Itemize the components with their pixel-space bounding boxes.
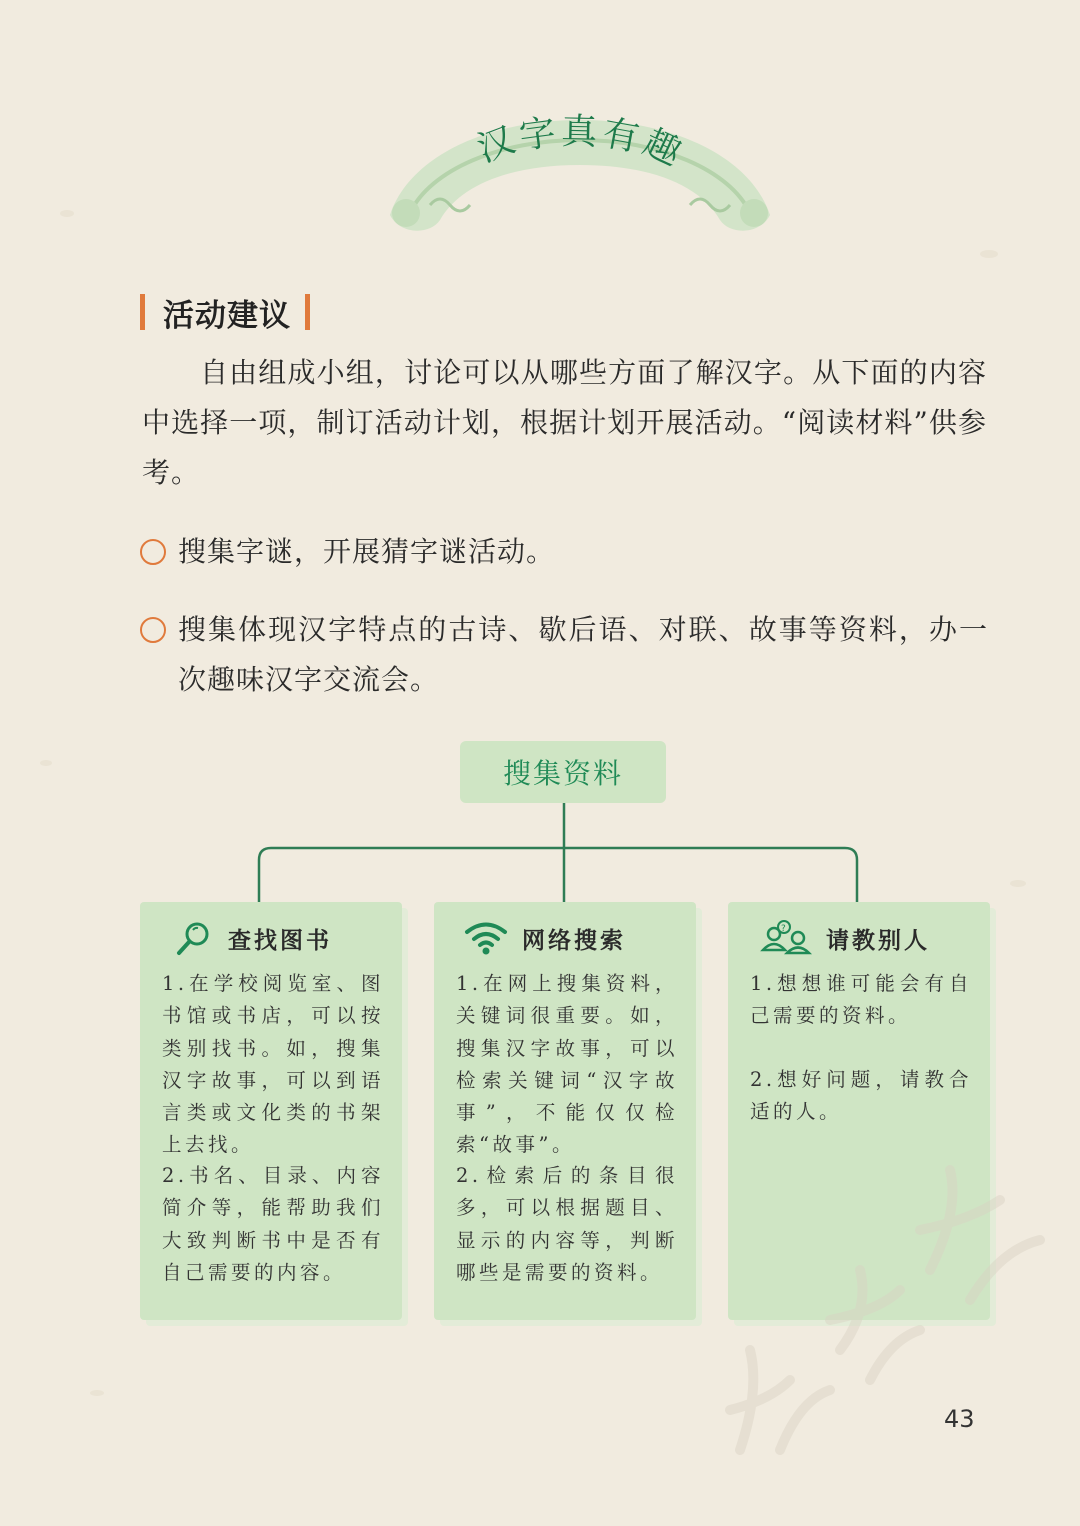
card-item: 2.想好问题，请教合适的人。 xyxy=(750,1068,972,1124)
card-header xyxy=(140,920,402,956)
card-item: 2.书名、目录、内容简介等，能帮助我们大致判断书中是否有自己需要的内容。 xyxy=(162,1164,384,1284)
card-title: 查找图书 xyxy=(228,928,332,954)
card-item: 2.检索后的条目很多，可以根据题目、显示的内容等，判断哪些是需要的资料。 xyxy=(456,1164,678,1284)
card-web-search xyxy=(434,902,696,1320)
card-title: 请教别人 xyxy=(826,928,930,954)
calligraphy-watermark xyxy=(700,1150,1060,1480)
page-number: 43 xyxy=(944,1405,975,1433)
card-header xyxy=(434,920,696,956)
wifi-icon xyxy=(464,920,508,956)
svg-text:?: ? xyxy=(781,924,786,934)
card-find-books xyxy=(140,902,402,1320)
section-title: 活动建议 xyxy=(163,297,291,334)
card-header xyxy=(728,920,990,956)
banner-title: 汉字真有趣 xyxy=(472,111,691,176)
option-text: 搜集字谜，开展猜字谜活动。 xyxy=(178,535,556,568)
card-title: 网络搜索 xyxy=(522,928,626,954)
card-item: 1.想想谁可能会有自己需要的资料。 xyxy=(750,972,972,1028)
magnifier-icon xyxy=(176,920,212,956)
card-item: 1.在学校阅览室、图书馆或书店，可以按类别找书。如，搜集汉字故事，可以到语言类或文化类的书架上去找。 xyxy=(162,972,384,1157)
people-question-icon xyxy=(760,920,814,956)
option-text: 搜集体现汉字特点的古诗、歇后语、对联、故事等资料，办一次趣味汉字交流会。 xyxy=(178,613,988,696)
root-box: 搜集资料 xyxy=(460,741,666,803)
intro-paragraph: 自由组成小组，讨论可以从哪些方面了解汉字。从下面的内容中选择一项，制订活动计划，根据计划开展活动。“阅读材料”供参考。 xyxy=(142,356,987,489)
card-item: 1.在网上搜集资料，关键词很重要。如，搜集汉字故事，可以检索关键词“汉字故事”，不能仅仅检索“故事”。 xyxy=(456,972,678,1157)
